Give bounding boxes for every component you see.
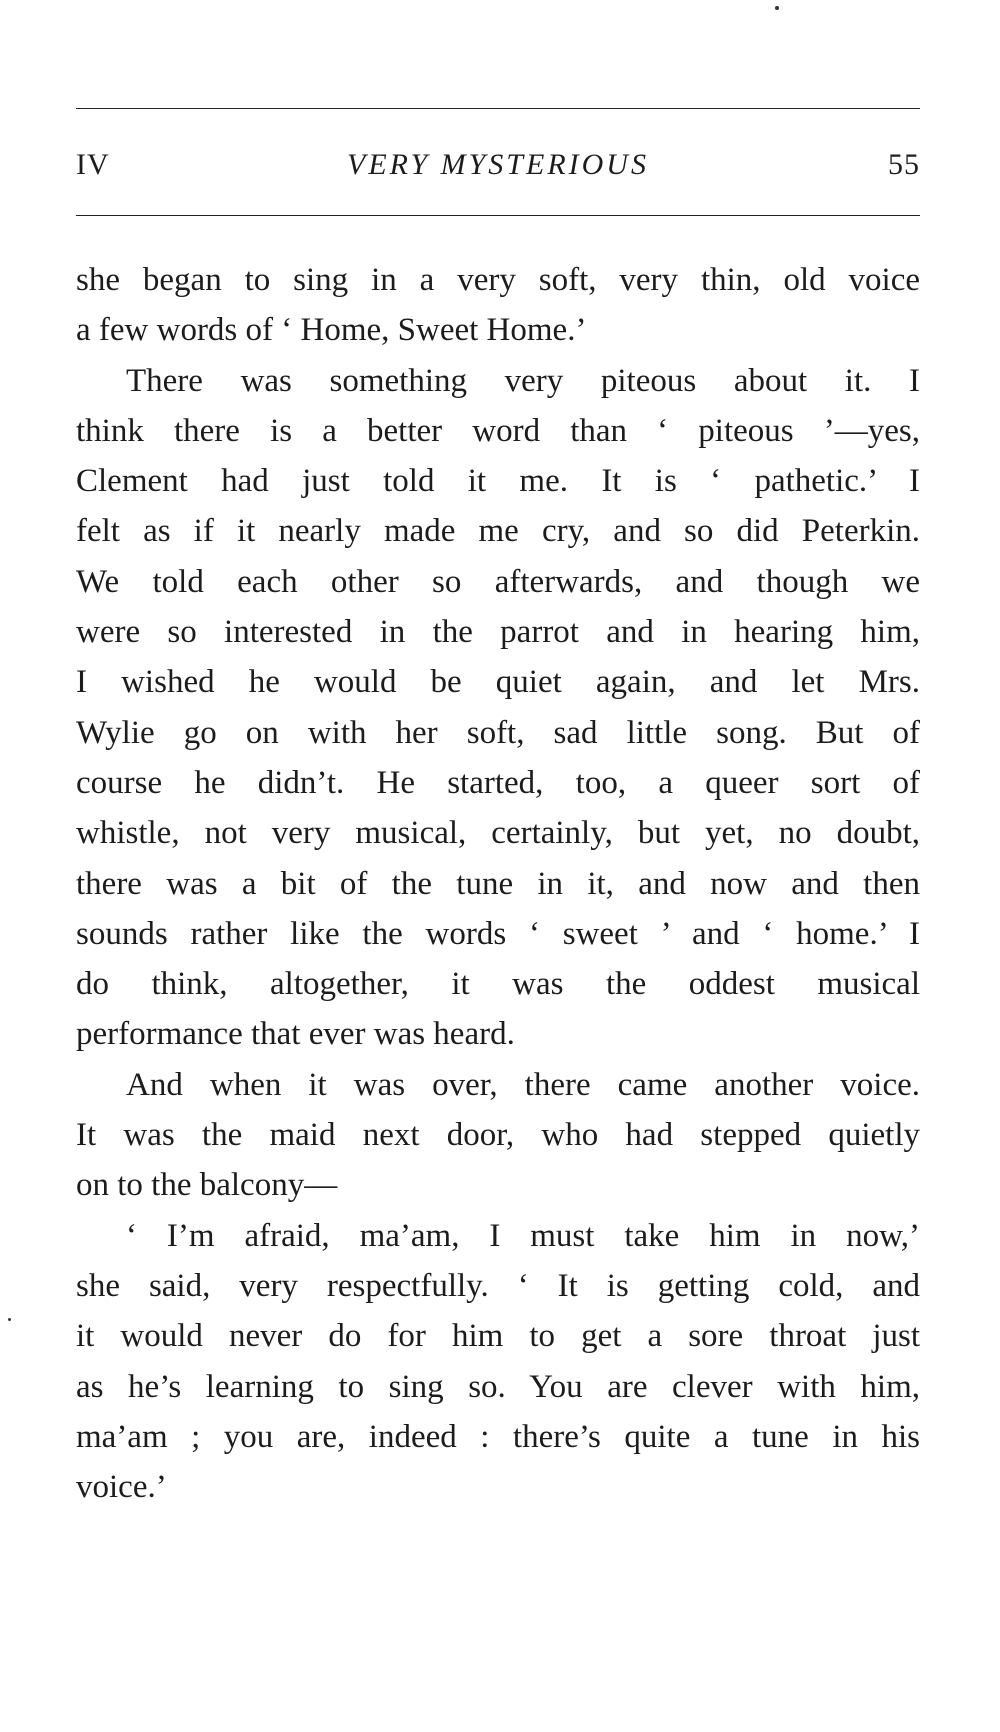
text-line: think there is a better word than ‘ piteous ’—yes, [76, 412, 920, 449]
text-line: sounds rather like the words ‘ sweet ’ and ‘ home.’ I [76, 915, 920, 952]
text-line: Wylie go on with her soft, sad little song. But of [76, 714, 920, 751]
text-line: felt as if it nearly made me cry, and so did Peterkin. [76, 513, 920, 550]
ink-speck [775, 6, 779, 10]
header-bottom-rule [76, 215, 920, 216]
text-line: it would never do for him to get a sore throat just [76, 1318, 920, 1355]
page-number: 55 [888, 148, 920, 181]
text-line: And when it was over, there came another voice. [126, 1066, 920, 1103]
text-line: a few words of ‘ Home, Sweet Home.’ [76, 312, 587, 349]
running-title: VERY MYSTERIOUS [347, 148, 649, 181]
text-line: We told each other so afterwards, and though we [76, 563, 920, 600]
text-line: on to the balcony— [76, 1167, 338, 1204]
running-header [76, 143, 920, 187]
text-line: as he’s learning to sing so. You are clever with him, [76, 1368, 920, 1405]
text-line: do think, altogether, it was the oddest musical [76, 966, 920, 1003]
chapter-number: IV [76, 148, 110, 181]
text-line: There was something very piteous about it. I [126, 362, 920, 399]
text-line: ma’am ; you are, indeed : there’s quite a tune in his [76, 1418, 920, 1455]
text-line: Clement had just told it me. It is ‘ pathetic.’ I [76, 463, 920, 500]
header-top-rule [76, 108, 920, 109]
text-line: whistle, not very musical, certainly, but yet, no doubt, [76, 815, 920, 852]
ink-speck [8, 1318, 11, 1321]
text-line: she said, very respectfully. ‘ It is getting cold, and [76, 1267, 920, 1304]
text-line: were so interested in the parrot and in hearing him, [76, 614, 920, 651]
text-line: It was the maid next door, who had stepped quietly [76, 1117, 920, 1154]
text-line: voice.’ [76, 1469, 167, 1506]
text-line: performance that ever was heard. [76, 1016, 515, 1053]
text-line: I wished he would be quiet again, and let Mrs. [76, 664, 920, 701]
body-text [76, 255, 920, 1512]
text-line: ‘ I’m afraid, ma’am, I must take him in now,’ [126, 1217, 920, 1254]
text-line: course he didn’t. He started, too, a queer sort of [76, 764, 920, 801]
text-line: there was a bit of the tune in it, and now and then [76, 865, 920, 902]
text-line: she began to sing in a very soft, very thin, old voice [76, 262, 920, 298]
